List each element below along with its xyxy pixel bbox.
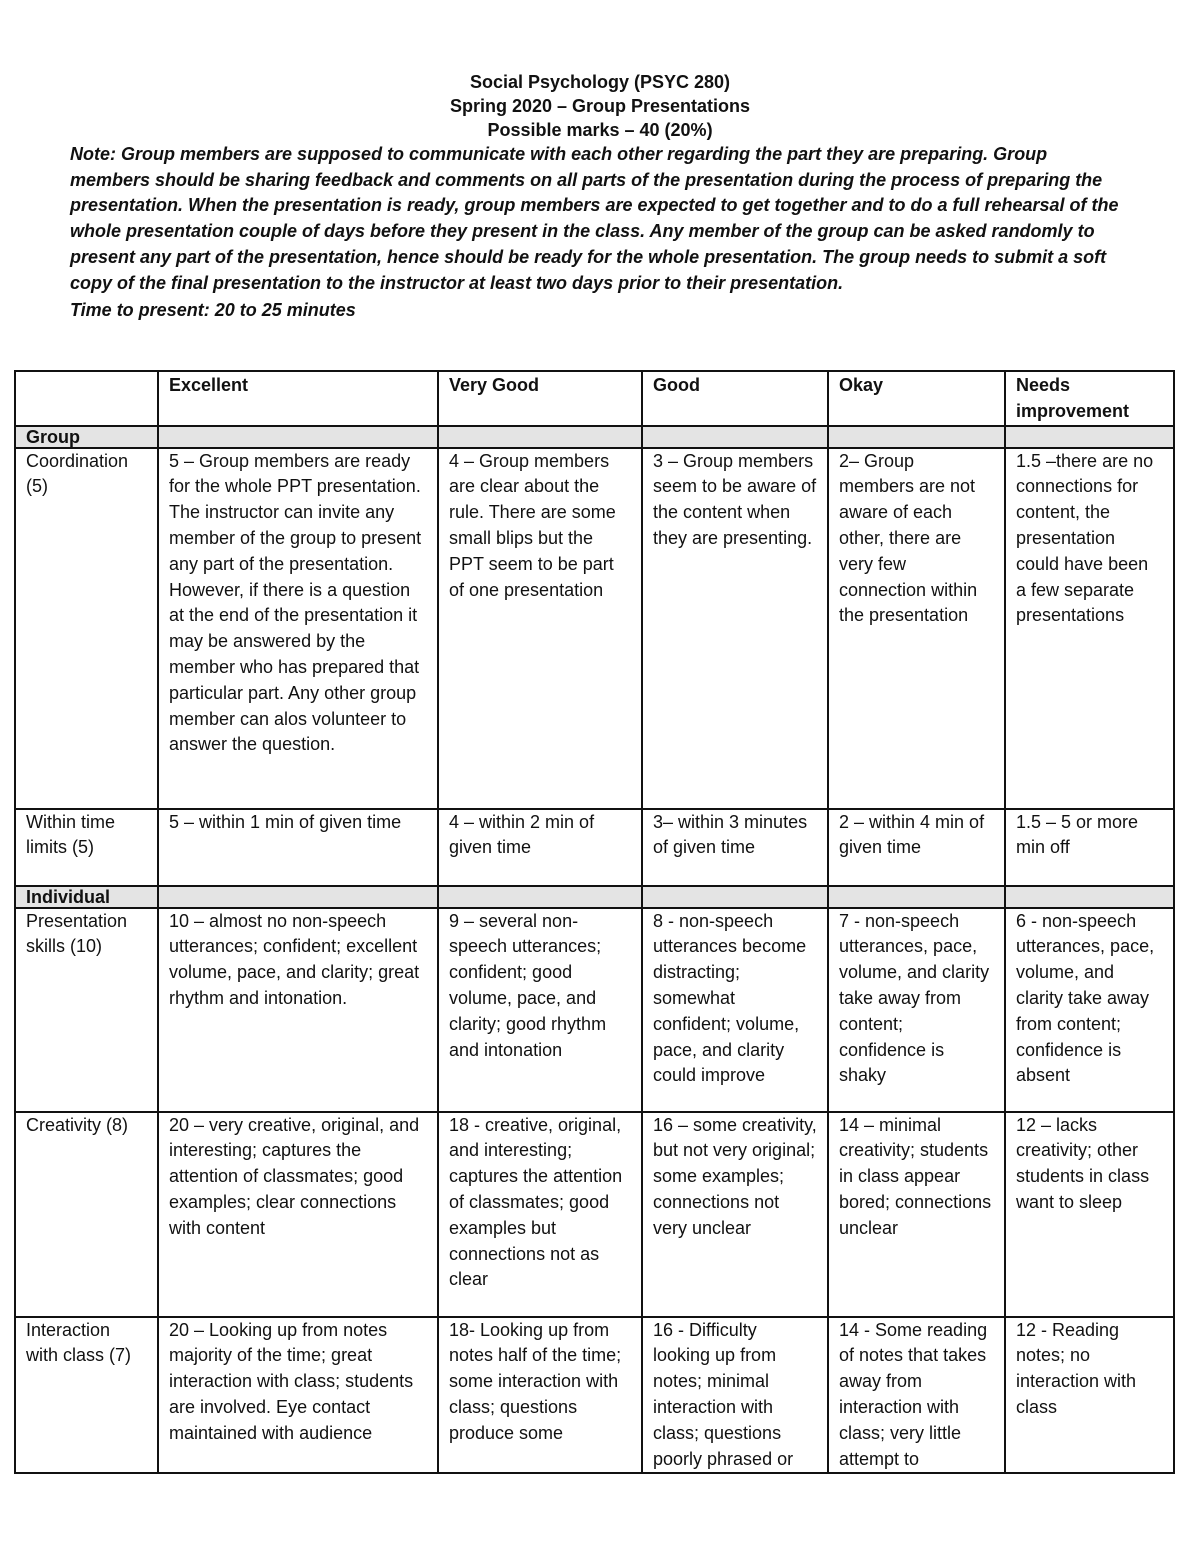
rubric-cell: 3– within 3 minutes of given time (642, 809, 828, 886)
rubric-cell: 7 - non-speech utterances, pace, volume, and clarity take away from content; confidence is shaky (828, 908, 1005, 1112)
assignment-title: Spring 2020 – Group Presentations (449, 96, 751, 116)
table-row (15, 1112, 1174, 1317)
rubric-cell: 9 – several non-speech utterances; confident; good volume, pace, and clarity; good rhythm and intonation (438, 908, 642, 1112)
rubric-cell: 14 – minimal creativity; students in class appear bored; connections unclear (828, 1112, 1005, 1317)
criterion-cell: Coordination (5) (15, 448, 158, 809)
rubric-cell: 5 – within 1 min of given time (158, 809, 438, 886)
rubric-cell: 12 – lacks creativity; other students in class want to sleep (1005, 1112, 1174, 1317)
rubric-cell: 4 – within 2 min of given time (438, 809, 642, 886)
rubric-cell: 1.5 – 5 or more min off (1005, 809, 1174, 886)
header-cell-okay: Okay (828, 371, 1005, 426)
table-row (15, 908, 1174, 1112)
criterion-cell: Creativity (8) (15, 1112, 158, 1317)
header-cell-criterion (15, 371, 158, 426)
header-cell-good: Good (642, 371, 828, 426)
table-row (15, 809, 1174, 886)
rubric-cell: 10 – almost no non-speech utterances; confident; excellent volume, pace, and clarity; great rhythm and intonation. (158, 908, 438, 1112)
instructions-note (70, 142, 1130, 324)
rubric-cell: 20 – very creative, original, and interesting; captures the attention of classmates; good examples; clear connections with content (158, 1112, 438, 1317)
rubric-cell: 5 – Group members are ready for the whole PPT presentation. The instructor can invite any member of the group to present any part of the presentation. However, if there is a question at the end of the presentation it may be answered by the member who has prepared that particular part. Any other group member can alos volunteer to answer the question. (158, 448, 438, 809)
rubric-table (14, 370, 1175, 1474)
table-row (15, 448, 1174, 809)
header-cell-needs-improvement: Needs improvement (1005, 371, 1174, 426)
time-to-present: Time to present: 20 to 25 minutes (70, 300, 356, 321)
rubric-cell: 2– Group members are not aware of each other, there are very few connection within the presentation (828, 448, 1005, 809)
note-text: Note: Group members are supposed to communicate with each other regarding the part they are preparing. Group members should be sharing feedback and comments on all parts of the presentation during the process of preparing the presentation. When the presentation is ready, group members are expected to get together and to do a full rehearsal of the whole presentation couple of days before they present in the class. Any member of the group can be asked randomly to present any part of the presentation, hence should be ready for the whole presentation. The group needs to submit a soft copy of the final presentation to the instructor at least two days prior to their presentation. (70, 144, 1119, 293)
header-cell-very-good: Very Good (438, 371, 642, 426)
criterion-cell: Within time limits (5) (15, 809, 158, 886)
section-row-individual (15, 886, 1174, 908)
rubric-cell: 6 - non-speech utterances, pace, volume, and clarity take away from content; confidence is absent (1005, 908, 1174, 1112)
rubric-cell: 16 – some creativity, but not very original; some examples; connections not very unclear (642, 1112, 828, 1317)
criterion-cell: Presentation skills (10) (15, 908, 158, 1112)
rubric-cell: 12 - Reading notes; no interaction with class (1005, 1317, 1174, 1474)
rubric-cell: 14 - Some reading of notes that takes away from interaction with class; very little attempt to (828, 1317, 1005, 1474)
document-header (0, 70, 1200, 142)
section-row-group (15, 426, 1174, 448)
rubric-cell: 20 – Looking up from notes majority of the time; great interaction with class; students are involved. Eye contact maintained with audience (158, 1317, 438, 1474)
rubric-cell: 2 – within 4 min of given time (828, 809, 1005, 886)
rubric-cell: 1.5 –there are no connections for content, the presentation could have been a few separate presentations (1005, 448, 1174, 809)
rubric-cell: 18- Looking up from notes half of the time; some interaction with class; questions produce some (438, 1317, 642, 1474)
table-row (15, 1317, 1174, 1474)
rubric-cell: 16 - Difficulty looking up from notes; minimal interaction with class; questions poorly phrased or (642, 1317, 828, 1474)
section-label-individual: Individual (15, 886, 158, 908)
course-title: Social Psychology (PSYC 280) (469, 72, 731, 92)
criterion-cell: Interaction with class (7) (15, 1317, 158, 1474)
section-label-group: Group (15, 426, 158, 448)
table-header-row (15, 371, 1174, 426)
rubric-cell: 18 - creative, original, and interesting; captures the attention of classmates; good examples but connections not as clear (438, 1112, 642, 1317)
header-cell-excellent: Excellent (158, 371, 438, 426)
rubric-cell: 4 – Group members are clear about the rule. There are some small blips but the PPT seem to be part of one presentation (438, 448, 642, 809)
possible-marks: Possible marks – 40 (20%) (487, 120, 713, 140)
rubric-cell: 3 – Group members seem to be aware of the content when they are presenting. (642, 448, 828, 809)
rubric-cell: 8 - non-speech utterances become distracting; somewhat confident; volume, pace, and clarity could improve (642, 908, 828, 1112)
